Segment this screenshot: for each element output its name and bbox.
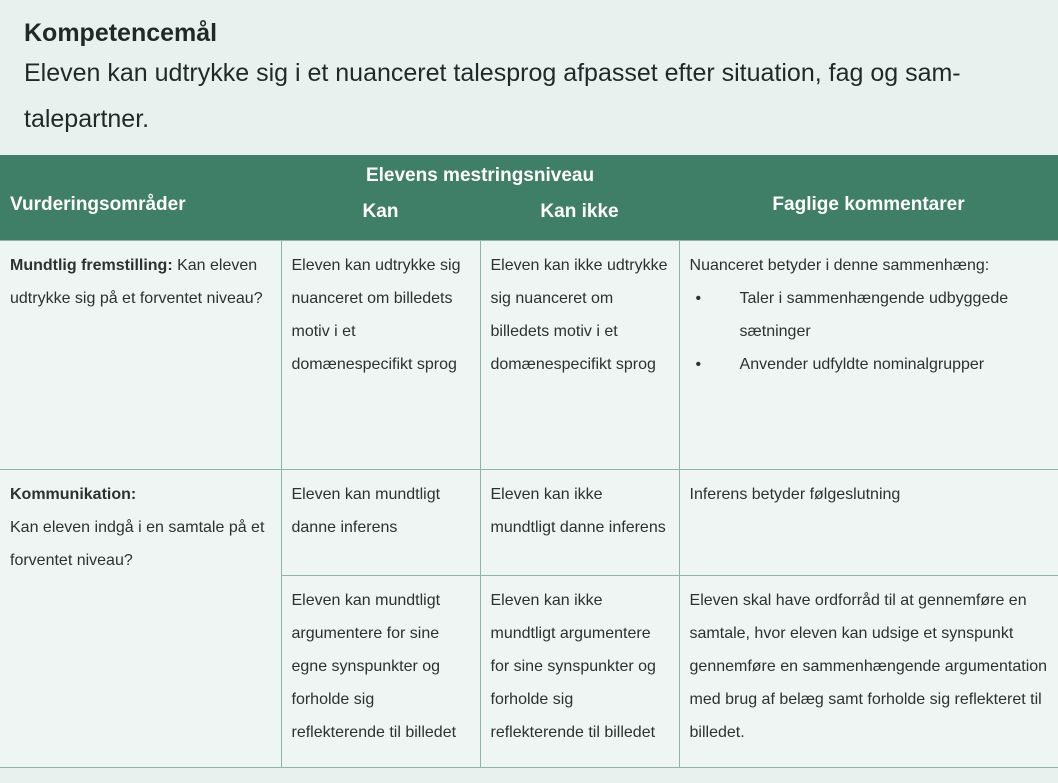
assessment-area-question: Kan eleven indgå i en samtale på et forventet niveau? [10, 519, 265, 569]
column-header-assessment-areas: Vurderingsområder [0, 155, 281, 241]
section-title: Kompetencemål [24, 19, 218, 47]
comment-bullet-item: • Taler i sammenhængende udbyggede sætninger [690, 282, 1049, 348]
assessment-area-title: Kommunikation: [10, 486, 137, 503]
assessment-table [0, 155, 1058, 768]
comment-cell [679, 241, 1058, 470]
comment-cell: Eleven skal have ordforråd til at gennemføre en samtale, hvor eleven kan udsige et synspunkt gennemføre en sammenhængende argumentation med brug af belæg samt forholde sig reflekteret til billedet. [679, 576, 1058, 768]
can-cell: Eleven kan mundtligt danne inferens [281, 470, 480, 576]
comment-intro: Nuanceret betyder i denne sammenhæng: [689, 257, 990, 274]
cannot-cell: Eleven kan ikke mundtligt danne inferens [480, 470, 679, 576]
table-row [0, 470, 1058, 576]
assessment-area-question: Kan eleven udtrykke sig på et forventet niveau? [10, 257, 263, 307]
assessment-area-cell [0, 470, 281, 768]
comment-bullet-list [690, 282, 1049, 381]
column-header-mastery-level: Elevens mestringsniveau [281, 155, 679, 197]
column-header-can: Kan [281, 197, 480, 241]
comment-bullet-item: • Anvender udfyldte nominalgrupper [690, 348, 1049, 381]
cannot-cell: Eleven kan ikke udtrykke sig nuanceret om billedets motiv i et domænespecifikt sprog [480, 241, 679, 470]
competence-goal-text: Eleven kan udtrykke sig i et nuanceret talesprog afpasset efter situation, fag og sam- talepartner. [24, 59, 961, 133]
column-header-comments: Faglige kommentarer [679, 155, 1058, 241]
assessment-area-title: Mundtlig fremstilling: [10, 257, 173, 274]
can-cell: Eleven kan mundtligt argumentere for sine egne synspunkter og forholde sig reflekterende til billedet [281, 576, 480, 768]
can-cell: Eleven kan udtrykke sig nuanceret om billedets motiv i et domænespecifikt sprog [281, 241, 480, 470]
assessment-area-cell [0, 241, 281, 470]
table-row [0, 241, 1058, 470]
competence-header [0, 0, 1058, 154]
cannot-cell: Eleven kan ikke mundtligt argumentere for sine synspunkter og forholde sig reflekterende til billedet [480, 576, 679, 768]
comment-cell: Inferens betyder følgeslutning [679, 470, 1058, 576]
column-header-cannot: Kan ikke [480, 197, 679, 241]
